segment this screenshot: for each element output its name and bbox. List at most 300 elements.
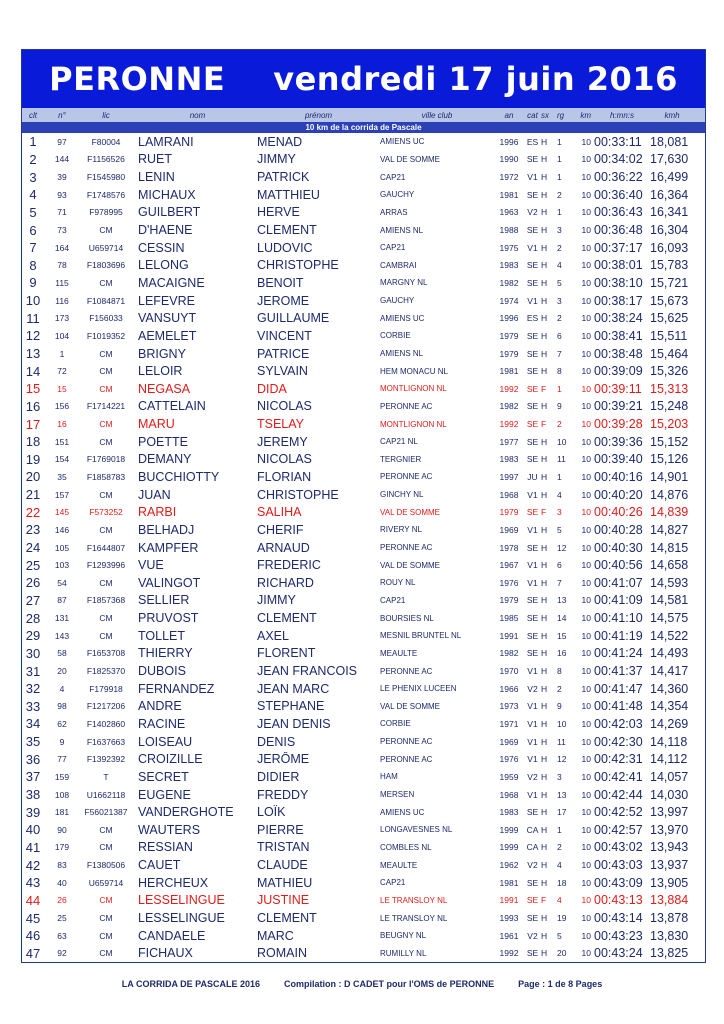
cell-prenom: JEAN MARC [257,681,330,696]
cell-no: 145 [54,507,70,518]
results-table-body [22,133,705,962]
cell-rg: 5 [557,930,562,941]
cell-km: 10 [581,683,591,694]
cell-clt: 23 [25,522,41,538]
table-row [22,309,705,327]
cell-cat: SE [526,507,539,518]
cell-rg: 4 [557,895,562,906]
cell-rg: 1 [557,824,562,835]
cell-sx: H [541,736,548,747]
cell-no: 156 [54,401,70,412]
cell-no: 9 [59,736,65,747]
cell-an: 1981 [499,189,519,200]
cell-kmh: 14,354 [650,699,689,714]
col-sx: sx [541,110,549,120]
cell-kmh: 14,112 [650,752,688,767]
cell-ville: CAP21 NL [380,437,418,447]
cell-rg: 2 [557,242,562,253]
table-row [22,715,705,733]
cell-cat: SE [526,913,539,923]
cell-an: 1996 [499,313,519,324]
cell-an: 1979 [499,507,519,518]
cell-cat: SE [526,189,539,200]
cell-lic: F1084871 [86,295,126,306]
cell-cat: V2 [527,683,538,694]
cell-an: 1992 [499,948,519,959]
cell-prenom: AXEL [257,628,289,643]
cell-cat: SE [526,542,539,553]
cell-no: 73 [57,225,67,236]
cell-prenom: MARC [257,928,294,943]
cell-kmh: 14,581 [650,593,689,608]
cell-lic: CM [99,383,113,394]
cell-sx: H [541,860,548,871]
cell-clt: 31 [25,663,41,679]
table-row [22,733,705,751]
cell-time: 00:41:10 [594,611,643,626]
cell-lic: CM [99,489,113,500]
cell-time: 00:41:19 [594,628,643,643]
cell-ville: MONTLIGNON NL [380,419,447,429]
cell-sx: H [541,754,548,765]
cell-lic: CM [99,348,113,359]
cell-nom: KAMPFER [138,540,199,555]
cell-cat: SE [526,366,539,377]
cell-lic: CM [99,930,113,941]
cell-ville: VAL DE SOMME [380,507,441,517]
cell-lic: CM [99,577,113,588]
cell-sx: H [541,436,548,447]
cell-rg: 1 [557,383,562,394]
cell-prenom: JEROME [257,293,310,308]
cell-km: 10 [581,877,591,888]
cell-time: 00:36:40 [594,187,643,202]
cell-no: 92 [57,948,67,959]
cell-no: 108 [54,789,70,800]
cell-clt: 20 [25,469,41,485]
cell-clt: 8 [29,257,37,273]
table-row [22,256,705,274]
cell-clt: 22 [25,504,41,520]
table-row [22,362,705,380]
cell-nom: RUET [138,152,173,167]
cell-rg: 17 [557,807,567,818]
cell-cat: V1 [527,489,538,500]
cell-no: 72 [57,366,67,377]
cell-cat: V1 [527,789,538,800]
cell-clt: 43 [25,875,41,891]
cell-sx: H [541,260,548,271]
cell-an: 1966 [499,683,519,694]
cell-cat: V2 [527,860,538,871]
cell-clt: 28 [25,610,41,626]
table-row [22,468,705,486]
cell-kmh: 14,360 [650,681,689,696]
cell-rg: 8 [557,666,562,677]
table-row [22,221,705,239]
cell-rg: 15 [557,630,567,641]
cell-cat: SE [526,330,539,341]
cell-clt: 4 [29,187,37,203]
cell-lic: CM [99,842,113,853]
cell-time: 00:42:31 [594,752,643,767]
col-km: km [580,110,591,120]
cell-sx: F [541,507,547,518]
cell-sx: H [541,207,548,218]
cell-nom: JUAN [138,487,171,502]
cell-time: 00:39:40 [594,452,643,467]
cell-prenom: VINCENT [257,328,312,343]
cell-time: 00:38:17 [594,293,643,308]
cell-time: 00:43:02 [594,840,643,855]
cell-rg: 9 [557,701,562,712]
cell-km: 10 [581,419,591,430]
cell-time: 00:38:01 [594,258,643,273]
cell-nom: CATTELAIN [138,399,206,414]
cell-kmh: 13,943 [650,840,689,855]
cell-time: 00:42:03 [594,716,643,731]
cell-prenom: SALIHA [257,505,302,520]
table-row [22,380,705,398]
cell-rg: 12 [557,542,567,553]
cell-kmh: 15,625 [650,311,689,326]
cell-kmh: 14,030 [650,787,689,802]
cell-nom: LELONG [138,258,189,273]
cell-an: 1975 [499,242,519,253]
cell-km: 10 [581,189,591,200]
cell-lic: T [103,771,109,782]
cell-prenom: PIERRE [257,822,304,837]
cell-prenom: JERÔME [257,752,310,767]
table-row [22,398,705,416]
cell-cat: V1 [527,754,538,765]
cell-ville: CAP21 [380,878,406,888]
cell-lic: F1644807 [86,542,126,553]
cell-kmh: 15,511 [650,328,688,343]
cell-lic: F1402860 [86,718,126,729]
cell-time: 00:43:13 [594,893,643,908]
cell-clt: 44 [25,892,41,908]
cell-no: 144 [54,154,70,165]
cell-km: 10 [581,630,591,641]
cell-nom: LENIN [138,170,175,185]
table-row [22,839,705,857]
cell-kmh: 14,522 [650,628,689,643]
table-row [22,486,705,504]
cell-cat: V1 [527,524,538,535]
cell-an: 1990 [499,154,519,165]
cell-nom: VANSUYT [138,311,197,326]
cell-prenom: PATRICE [257,346,310,361]
cell-prenom: FREDERIC [257,558,321,573]
cell-nom: AEMELET [138,328,197,343]
footer-event: LA CORRIDA DE PASCALE 2016 [121,979,260,989]
cell-ville: AMIENS UC [380,807,425,817]
banner-city: PERONNE [49,60,226,98]
cell-prenom: CLAUDE [257,858,308,873]
cell-ville: PERONNE AC [380,401,433,411]
cell-kmh: 14,658 [650,558,689,573]
cell-rg: 1 [557,471,562,482]
cell-clt: 41 [25,839,41,855]
table-row [22,503,705,521]
cell-km: 10 [581,824,591,835]
cell-ville: MESNIL BRUNTEL NL [380,631,462,641]
table-row [22,927,705,945]
col-nom: nom [189,110,206,120]
cell-clt: 17 [25,416,41,432]
cell-kmh: 16,341 [650,205,689,220]
cell-no: 20 [57,666,67,677]
cell-kmh: 15,203 [650,417,689,432]
cell-rg: 7 [557,577,562,588]
cell-lic: F80004 [91,136,121,147]
cell-km: 10 [581,595,591,606]
cell-time: 00:40:28 [594,522,643,537]
cell-cat: ES [526,313,539,324]
cell-rg: 14 [557,613,567,624]
cell-clt: 35 [25,734,41,750]
cell-kmh: 15,313 [650,381,689,396]
table-row [22,415,705,433]
cell-lic: F1545980 [86,172,126,183]
cell-km: 10 [581,207,591,218]
cell-cat: V1 [527,242,538,253]
cell-ville: PERONNE AC [380,472,433,482]
cell-ville: COMBLES NL [380,842,432,852]
cell-clt: 6 [29,222,37,238]
cell-time: 00:41:09 [594,593,643,608]
cell-kmh: 16,499 [650,170,689,185]
cell-prenom: CHERIF [257,522,304,537]
cell-rg: 13 [557,595,567,606]
cell-time: 00:41:37 [594,664,643,679]
cell-rg: 1 [557,207,562,218]
cell-ville: VAL DE SOMME [380,154,441,164]
cell-an: 1988 [499,225,519,236]
cell-clt: 1 [29,134,37,150]
cell-ville: PERONNE AC [380,666,433,676]
cell-km: 10 [581,577,591,588]
cell-an: 1992 [499,419,519,430]
cell-lic: CM [99,948,113,959]
cell-sx: H [541,189,548,200]
cell-prenom: CHRISTOPHE [257,258,339,273]
cell-kmh: 13,825 [650,946,689,961]
title-banner [22,50,705,108]
table-row [22,892,705,910]
cell-prenom: JUSTINE [257,893,310,908]
cell-time: 00:39:11 [594,381,642,396]
cell-time: 00:42:44 [594,787,643,802]
cell-time: 00:39:28 [594,417,643,432]
cell-clt: 19 [25,451,41,467]
cell-clt: 36 [25,751,41,767]
cell-no: 1 [59,348,65,359]
cell-ville: VAL DE SOMME [380,701,441,711]
cell-time: 00:43:24 [594,946,643,961]
cell-kmh: 15,152 [650,434,689,449]
cell-nom: VALINGOT [138,575,201,590]
cell-cat: SE [526,454,539,465]
cell-ville: LE PHENIX LUCEEN [380,684,457,694]
footer-compilation: Compilation : D CADET pour l'OMS de PERONNE [284,979,495,989]
cell-lic: F1653708 [86,648,126,659]
cell-no: 179 [54,842,70,853]
table-row [22,186,705,204]
cell-kmh: 16,093 [650,240,689,255]
cell-cat: SE [526,436,539,447]
cell-an: 1982 [499,401,519,412]
cell-sx: H [541,242,548,253]
cell-sx: H [541,489,548,500]
cell-sx: H [541,577,548,588]
cell-prenom: NICOLAS [257,452,312,467]
cell-clt: 39 [25,804,41,820]
cell-cat: SE [526,648,539,659]
cell-prenom: TSELAY [257,417,305,432]
table-row [22,292,705,310]
cell-time: 00:38:24 [594,311,643,326]
cell-clt: 3 [29,169,37,185]
cell-no: 62 [57,718,67,729]
cell-km: 10 [581,330,591,341]
cell-cat: V1 [527,736,538,747]
cell-kmh: 13,830 [650,928,689,943]
cell-prenom: STEPHANE [257,699,325,714]
cell-nom: NEGASA [138,381,191,396]
cell-lic: CM [99,277,113,288]
cell-km: 10 [581,524,591,535]
cell-no: 181 [54,807,70,818]
table-row [22,874,705,892]
cell-sx: H [541,807,548,818]
cell-lic: F1825370 [86,666,126,677]
cell-sx: F [541,419,547,430]
cell-lic: CM [99,436,113,447]
cell-time: 00:43:03 [594,858,643,873]
table-row [22,204,705,222]
cell-rg: 5 [557,524,562,535]
cell-kmh: 13,905 [650,875,689,890]
cell-clt: 27 [25,592,41,608]
cell-kmh: 15,326 [650,364,689,379]
cell-clt: 47 [25,945,41,961]
cell-sx: H [541,824,548,835]
cell-km: 10 [581,348,591,359]
table-row [22,133,705,151]
cell-cat: SE [526,383,539,394]
cell-clt: 32 [25,681,41,697]
cell-an: 1991 [499,630,519,641]
cell-km: 10 [581,172,591,183]
cell-nom: LEFEVRE [138,293,195,308]
cell-rg: 6 [557,330,562,341]
table-row [22,168,705,186]
cell-clt: 45 [25,910,41,926]
cell-nom: THIERRY [138,646,193,661]
cell-kmh: 15,464 [650,346,689,361]
col-time: h:mn:s [609,110,634,120]
cell-sx: F [541,383,547,394]
cell-ville: AMIENS UC [380,313,425,323]
table-row [22,803,705,821]
cell-an: 1978 [499,542,519,553]
cell-nom: CROIZILLE [138,752,203,767]
table-row [22,521,705,539]
cell-kmh: 14,575 [650,611,689,626]
cell-lic: F1217206 [86,701,126,712]
cell-time: 00:41:47 [594,681,643,696]
cell-no: 78 [57,260,67,271]
cell-clt: 11 [26,310,40,326]
cell-prenom: ROMAIN [257,946,307,961]
cell-no: 157 [54,489,70,500]
cell-nom: LAMRANI [138,134,194,149]
cell-prenom: MATTHIEU [257,187,320,202]
cell-sx: H [541,701,548,712]
cell-clt: 10 [25,293,41,309]
cell-rg: 9 [557,401,562,412]
cell-no: 159 [54,771,70,782]
cell-kmh: 13,970 [650,822,689,837]
cell-cat: SE [526,260,539,271]
table-row [22,556,705,574]
cell-rg: 2 [557,419,562,430]
cell-cat: V1 [527,666,538,677]
cell-sx: H [541,930,548,941]
cell-lic: CM [99,630,113,641]
cell-clt: 16 [25,398,41,414]
cell-nom: RACINE [138,716,186,731]
banner-date: vendredi 17 juin 2016 [273,60,678,98]
cell-an: 1993 [499,913,519,923]
cell-rg: 3 [557,771,562,782]
cell-rg: 4 [557,860,562,871]
cell-nom: EUGENE [138,787,191,802]
cell-an: 1979 [499,595,519,606]
cell-km: 10 [581,136,591,147]
table-row [22,698,705,716]
cell-sx: H [541,366,548,377]
cell-km: 10 [581,489,591,500]
cell-no: 143 [54,630,70,641]
table-row [22,750,705,768]
cell-time: 00:43:14 [594,911,643,925]
cell-nom: FICHAUX [138,946,193,961]
cell-lic: F56021387 [84,807,128,818]
cell-rg: 11 [557,736,566,747]
cell-an: 1976 [499,754,519,765]
cell-cat: SE [526,630,539,641]
cell-cat: SE [526,877,539,888]
table-row [22,662,705,680]
cell-clt: 18 [25,434,41,450]
cell-an: 1970 [499,666,519,677]
cell-rg: 1 [557,172,562,183]
cell-nom: MACAIGNE [138,275,205,290]
cell-nom: CAUET [138,858,181,873]
cell-ville: RIVERY NL [380,525,422,535]
cell-km: 10 [581,701,591,712]
cell-kmh: 14,593 [650,575,689,590]
cell-sx: H [541,771,548,782]
cell-an: 1979 [499,330,519,341]
cell-kmh: 14,839 [650,505,689,520]
cell-no: 90 [57,824,67,835]
cell-prenom: GUILLAUME [257,311,330,326]
cell-kmh: 13,878 [650,911,689,925]
